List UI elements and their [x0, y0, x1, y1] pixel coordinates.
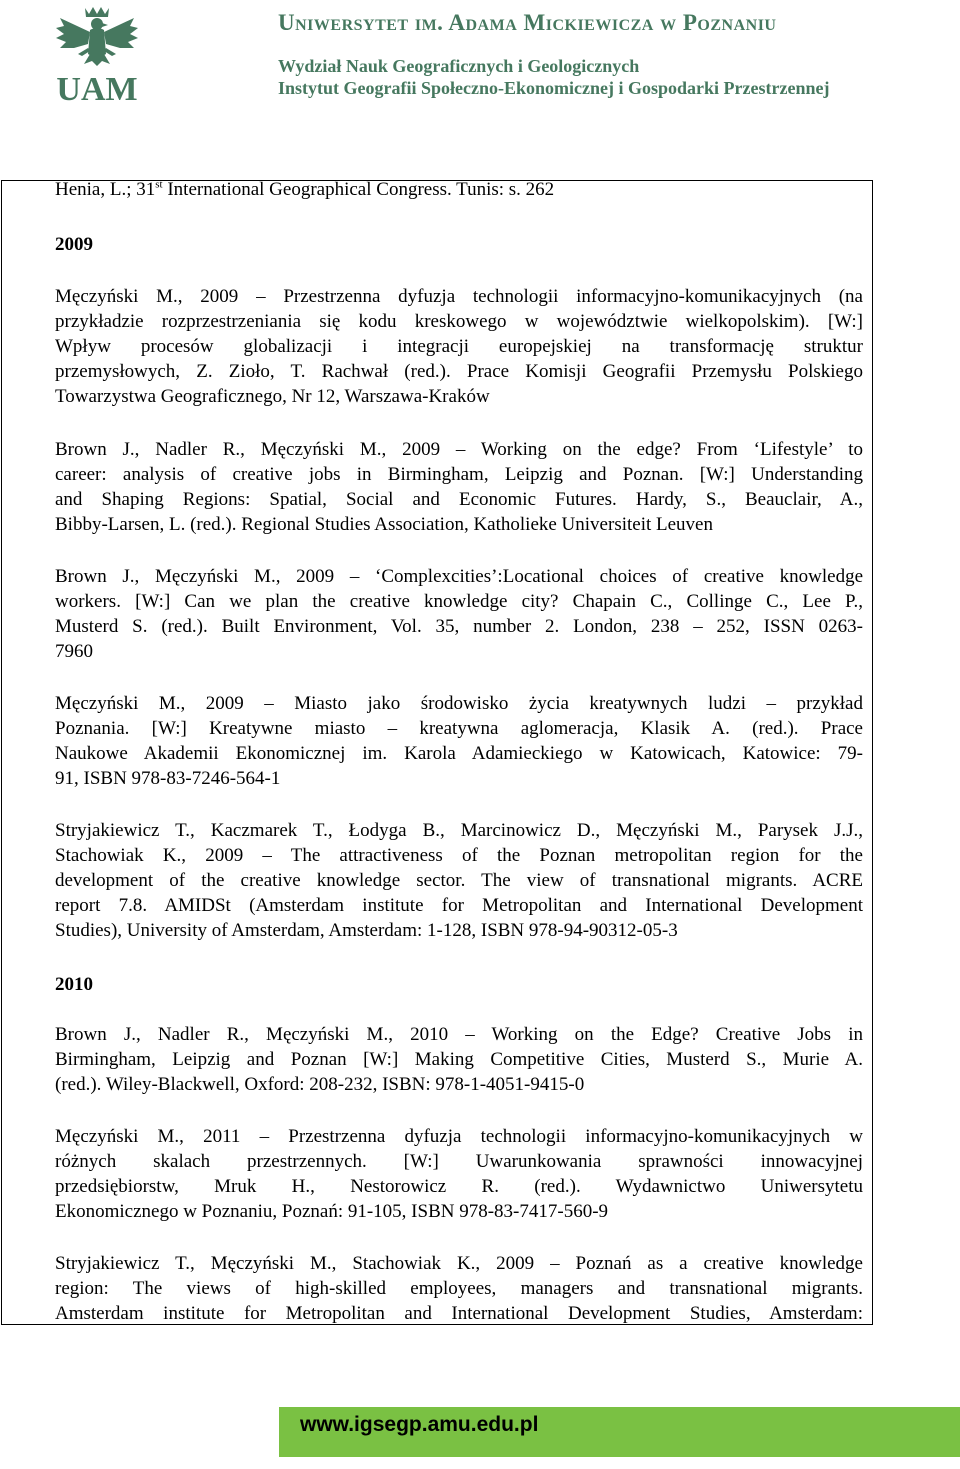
publication-entry-line: Musterd S. (red.). Built Environment, Vol. 35, number 2. London, 238 – 252, ISSN 0263- — [55, 616, 863, 637]
publication-entry-line: 91, ISBN 978-83-7246-564-1 — [55, 768, 281, 789]
publication-entry-line: career: analysis of creative jobs in Birmingham, Leipzig and Poznan. [W:] Understanding — [55, 464, 863, 485]
publication-entry-line: różnych skalach przestrzennych. [W:] Uwarunkowania sprawności innowacyjnej — [55, 1151, 863, 1172]
university-name: Uniwersytet im. Adama Mickiewicza w Poznaniu — [278, 10, 777, 35]
publication-entry-line: Stachowiak K., 2009 – The attractiveness of the Poznan metropolitan region for the — [55, 845, 863, 866]
publication-entry-henia: Henia, L.; 31st International Geographical Congress. Tunis: s. 262 — [55, 178, 555, 200]
publication-entry-line: Wpływ procesów globalizacji i integracji europejskiej na transformację struktur — [55, 336, 863, 357]
publication-entry-line: przedsiębiorstw, Mruk H., Nestorowicz R. (red.). Wydawnictwo Uniwersytetu — [55, 1176, 863, 1197]
publication-entry-line: Męczyński M., 2009 – Miasto jako środowisko życia kreatywnych ludzi – przykład — [55, 693, 863, 714]
publication-entry-line: 7960 — [55, 641, 93, 662]
publication-entry-line: Męczyński M., 2009 – Przestrzenna dyfuzja technologii informacyjno-komunikacyjnych (na — [55, 286, 863, 307]
publication-entry-line: development of the creative knowledge sector. The view of transnational migrants. ACRE — [55, 870, 863, 891]
publication-entry-line: Naukowe Akademii Ekonomicznej im. Karola Adamieckiego w Katowicach, Katowice: 79- — [55, 743, 863, 764]
publication-entry-line: Birmingham, Leipzig and Poznan [W:] Making Competitive Cities, Musterd S., Murie A. — [55, 1049, 863, 1070]
publication-entry-line: region: The views of high-skilled employees, managers and transnational migrants. — [55, 1278, 863, 1299]
publication-entry-line: przykładzie rozprzestrzeniania się kodu kreskowego w województwie wielkopolskim). [W:] — [55, 311, 863, 332]
year-heading-2010: 2010 — [55, 974, 93, 995]
uam-logo — [52, 4, 142, 104]
publication-entry-line: Ekonomicznego w Poznaniu, Poznań: 91-105, ISBN 978-83-7417-560-9 — [55, 1201, 609, 1222]
publication-entry-line: Bibby-Larsen, L. (red.). Regional Studies Association, Katholieke Universiteit Leuven — [55, 514, 713, 535]
publication-entry-line: Brown J., Nadler R., Męczyński M., 2010 – Working on the Edge? Creative Jobs in — [55, 1024, 863, 1045]
publication-entry-line: przemysłowych, Z. Zioło, T. Rachwał (red.). Prace Komisji Geografii Przemysłu Polskiego — [55, 361, 863, 382]
publication-entry-line: report 7.8. AMIDSt (Amsterdam institute for Metropolitan and International Development — [55, 895, 863, 916]
publication-entry-line: and Shaping Regions: Spatial, Social and Economic Futures. Hardy, S., Beauclair, A., — [55, 489, 863, 510]
publication-entry-line: (red.). Wiley-Blackwell, Oxford: 208-232, ISBN: 978-1-4051-9415-0 — [55, 1074, 585, 1095]
publication-entry-line: Amsterdam institute for Metropolitan and International Development Studies, Amsterdam: — [55, 1303, 863, 1324]
year-heading-2009: 2009 — [55, 234, 93, 255]
publication-entry-line: Brown J., Nadler R., Męczyński M., 2009 – Working on the edge? From ‘Lifestyle’ to — [55, 439, 863, 460]
logo-text: UAM — [56, 71, 138, 104]
publication-entry-line: Towarzystwa Geograficznego, Nr 12, Warszawa-Kraków — [55, 386, 490, 407]
footer-website-link[interactable]: www.igsegp.amu.edu.pl — [300, 1413, 539, 1436]
publication-entry-line: Stryjakiewicz T., Kaczmarek T., Łodyga B., Marcinowicz D., Męczyński M., Parysek J.J., — [55, 820, 863, 841]
publication-entry-line: Brown J., Męczyński M., 2009 – ‘Complexcities’:Locational choices of creative knowledge — [55, 566, 863, 587]
institute-name: Instytut Geografii Społeczno-Ekonomicznej i Gospodarki Przestrzennej — [278, 78, 830, 98]
publication-entry-line: Męczyński M., 2011 – Przestrzenna dyfuzja technologii informacyjno-komunikacyjnych w — [55, 1126, 863, 1147]
publication-entry-line: workers. [W:] Can we plan the creative knowledge city? Chapain C., Collinge C., Lee P., — [55, 591, 863, 612]
publication-entry-line: Poznania. [W:] Kreatywne miasto – kreatywna aglomeracja, Klasik A. (red.). Prace — [55, 718, 863, 739]
publication-entry-line: Studies), University of Amsterdam, Amsterdam: 1-128, ISBN 978-94-90312-05-3 — [55, 920, 678, 941]
department-name: Wydział Nauk Geograficznych i Geologicznych — [278, 56, 640, 76]
publication-entry-line: Stryjakiewicz T., Męczyński M., Stachowiak K., 2009 – Poznań as a creative knowledge — [55, 1253, 863, 1274]
